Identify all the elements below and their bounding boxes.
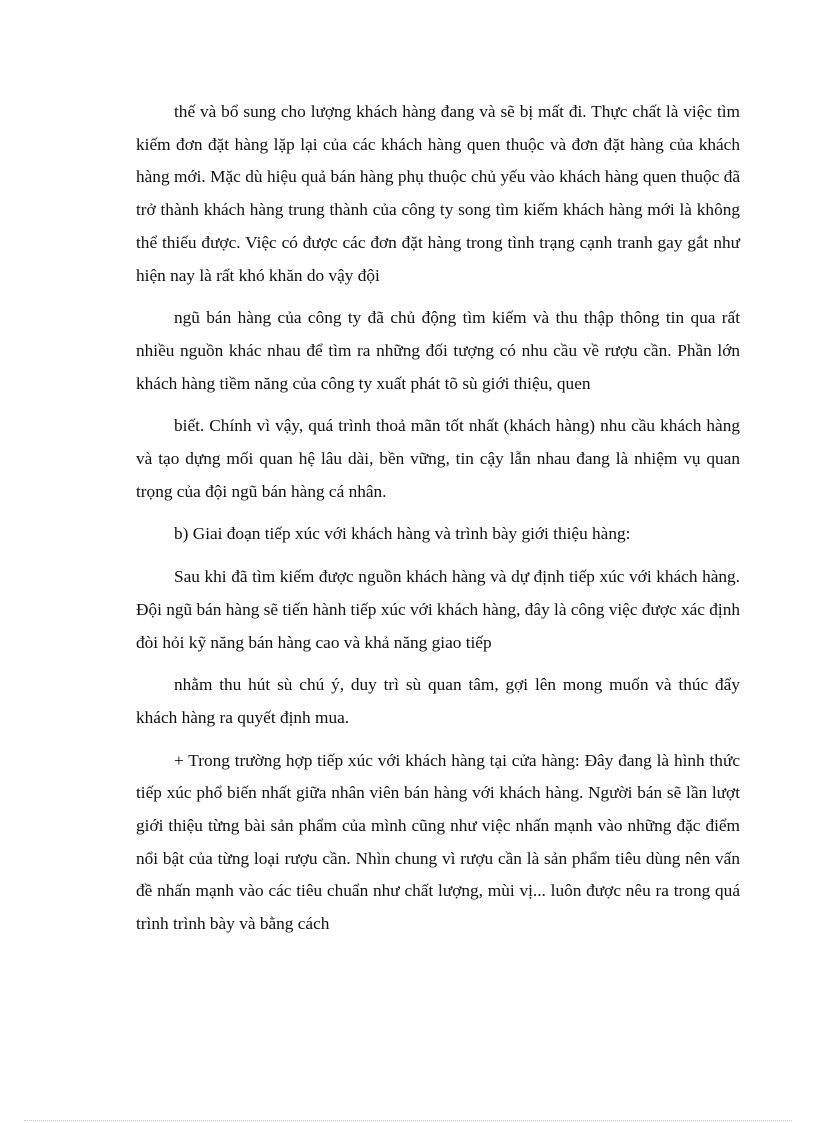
- paragraph-3: biết. Chính vì vậy, quá trình thoả mãn tốt nhất (khách hàng) nhu cầu khách hàng và tạo dựng mối quan hệ lâu dài, bền vững, tin cậy lẫn nhau đang là nhiệm vụ quan trọng của đội ngũ bán hàng cá nhân.: [136, 416, 740, 501]
- paragraph-4: Sau khi đã tìm kiếm được nguồn khách hàng và dự định tiếp xúc với khách hàng. Đội ngũ bán hàng sẽ tiến hành tiếp xúc với khách hàng, đây là công việc được xác định đòi hỏi kỹ năng bán hàng cao và khả năng giao tiếp: [136, 567, 740, 652]
- document-body: [136, 96, 740, 941]
- paragraph-6: + Trong trường hợp tiếp xúc với khách hàng tại cửa hàng: Đây đang là hình thức tiếp xúc phổ biến nhất giữa nhân viên bán hàng với khách hàng. Người bán sẽ lần lượt giới thiệu từng bài sản phẩm của mình cũng như việc nhấn mạnh vào những đặc điểm nổi bật của từng loại rượu cần. Nhìn chung vì rượu cần là sản phẩm tiêu dùng nên vấn đề nhấn mạnh vào các tiêu chuẩn như chất lượng, mùi vị... luôn được nêu ra trong quá trình trình bày và bằng cách: [136, 750, 740, 934]
- paragraph-2: ngũ bán hàng của công ty đã chủ động tìm kiếm và thu thập thông tin qua rất nhiều nguồn khác nhau để tìm ra những đối tượng có nhu cầu về rượu cần. Phần lớn khách hàng tiềm năng của công ty xuất phát tõ sù giới thiệu, quen: [136, 308, 740, 393]
- paragraph-5: nhằm thu hút sù chú ý, duy trì sù quan tâm, gợi lên mong muốn và thúc đẩy khách hàng ra quyết định mua.: [136, 675, 740, 727]
- section-heading-b: b) Giai đoạn tiếp xúc với khách hàng và trình bày giới thiệu hàng:: [174, 524, 631, 544]
- page-bottom-divider: [24, 1120, 792, 1121]
- paragraph-1: thế và bổ sung cho lượng khách hàng đang và sẽ bị mất đi. Thực chất là việc tìm kiếm đơn đặt hàng lặp lại của các khách hàng quen thuộc và đơn đặt hàng của khách hàng mới. Mặc dù hiệu quả bán hàng phụ thuộc chủ yếu vào khách hàng quen thuộc đã trở thành khách hàng trung thành của công ty song tìm kiếm khách hàng mới là không thể thiếu được. Việc có được các đơn đặt hàng trong tình trạng cạnh tranh gay gắt như hiện nay là rất khó khăn do vậy đội: [136, 102, 740, 285]
